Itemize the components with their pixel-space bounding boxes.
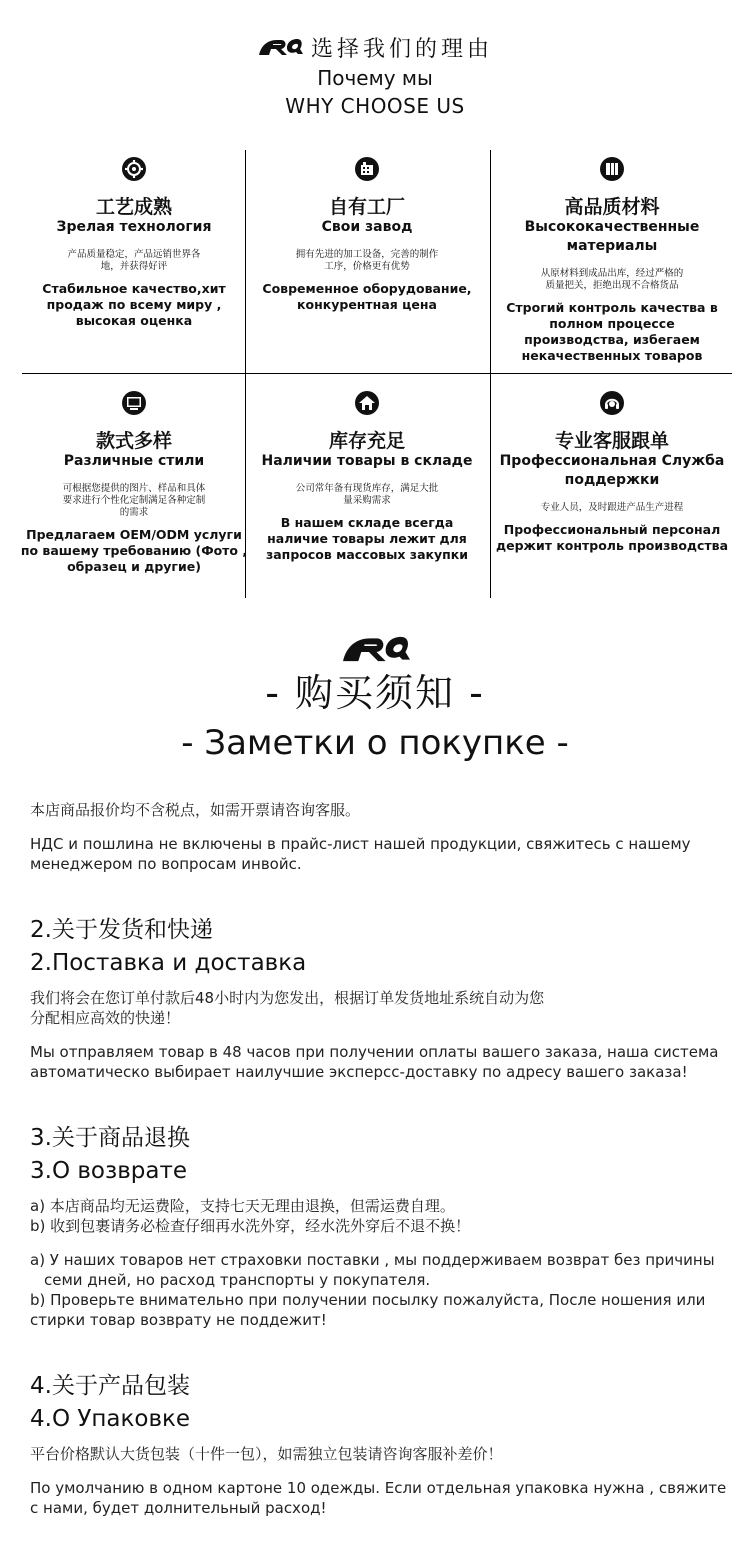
feature-cn-text: 可根据您提供的图片、样品和具体要求进行个性化定制满足各种定制的需求 <box>62 483 206 518</box>
purchase-notice-ru-title: - Заметки о покупке - <box>181 723 569 763</box>
delivery-cn-text: 我们将会在您订单付款后48小时内为您发出，根据订单发货地址系统自动为您分配相应高效的快递！ <box>30 989 545 1027</box>
feature-cn-text: 拥有先进的加工设备，完善的制作工序，价格更有优势 <box>295 249 439 272</box>
feature-cn-title: 工艺成熟 <box>95 196 172 218</box>
feature-card <box>14 390 254 575</box>
returns-ru-a: a) У наших товаров нет страховки поставки , мы поддерживаем возврат без причины <box>30 1251 715 1269</box>
purchase-notice-cn-title: - 购买须知 - <box>265 671 485 715</box>
grid-divider <box>490 150 491 598</box>
feature-cn-text: 公司常年备有现货库存，满足大批量采购需求 <box>295 483 439 506</box>
feature-card <box>14 156 254 329</box>
why-choose-us-header <box>0 30 750 118</box>
feature-cn-title: 高品质材料 <box>564 196 660 218</box>
tax-cn-text: 本店商品报价均不含税点，如需开票请咨询客服。 <box>30 801 361 819</box>
feature-ru-title: Наличии товары в складе <box>261 453 473 469</box>
purchase-notice-header <box>0 632 750 768</box>
headset-icon <box>599 390 625 416</box>
delivery-cn-heading: 2.关于发货和快递 <box>30 917 213 943</box>
feature-card <box>247 390 487 563</box>
feature-ru-text: В нашем складе всегда наличие товары лежит для запросов массовых закупки <box>265 515 469 562</box>
material-icon <box>599 156 625 182</box>
rq-logo-icon <box>340 632 410 666</box>
feature-cn-text: 从原材料到成品出库，经过严格的质量把关，拒绝出现不合格货品 <box>540 268 684 291</box>
grid-divider <box>22 373 732 374</box>
feature-card <box>247 156 487 313</box>
feature-ru-title: Зрелая технология <box>56 219 212 235</box>
header-cn-title: 选择我们的理由 <box>310 36 493 62</box>
feature-cn-title: 库存充足 <box>328 430 405 452</box>
packaging-cn-text: 平台价格默认大货包装（十件一包），如需独立包装请咨询客服补差价！ <box>30 1445 503 1463</box>
tax-ru-text: НДС и пошлина не включены в прайс-лист нашей продукции, свяжитесь с нашему менеджером по вопросам инвойс. <box>30 835 691 873</box>
feature-card <box>492 156 732 364</box>
feature-cn-text: 产品质量稳定，产品远销世界各地，并获得好评 <box>67 249 201 272</box>
warehouse-icon <box>354 390 380 416</box>
feature-ru-title: Высококачественные материалы <box>524 219 700 254</box>
returns-ru-a-cont: семи дней, но расход транспорты у покупателя. <box>44 1271 431 1289</box>
rq-logo-icon <box>257 36 303 58</box>
packaging-ru-heading: 4.О Упаковке <box>30 1406 191 1432</box>
returns-cn-a: a) 本店商品均无运费险，支持七天无理由退换，但需运费自理。 <box>30 1197 455 1215</box>
returns-ru-b: b) Проверьте внимательно при получении посылку пожалуйста, После ношения или стирки товар возврату не поддежит! <box>30 1291 706 1329</box>
feature-ru-text: Современное оборудование, конкурентная цена <box>262 281 472 312</box>
feature-ru-text: Стабильное качество,хит продаж по всему миру , высокая оценка <box>42 281 226 328</box>
delivery-ru-heading: 2.Поставка и доставка <box>30 950 307 976</box>
returns-cn-b: b) 收到包裹请务必检查仔细再水洗外穿，经水洗外穿后不退不换！ <box>30 1217 471 1235</box>
header-en-title: WHY CHOOSE US <box>285 94 465 118</box>
feature-ru-title: Профессиональная Служба поддержки <box>499 453 725 488</box>
packaging-ru-text: По умолчанию в одном картоне 10 одежды. Если отдельная упаковка нужна , свяжите с нами, будет долнительный расход! <box>30 1479 727 1517</box>
feature-ru-text: Профессиональный персонал держит контроль производства <box>496 522 729 553</box>
feature-ru-title: Свои завод <box>321 219 413 235</box>
features-grid <box>22 150 732 598</box>
feature-cn-text: 专业人员，及时跟进产品生产进程 <box>540 502 684 513</box>
purchase-notice-content <box>30 800 730 1518</box>
feature-ru-title: Различные стили <box>63 453 205 469</box>
returns-ru-heading: 3.О возврате <box>30 1158 188 1184</box>
returns-cn-heading: 3.关于商品退换 <box>30 1125 190 1151</box>
feature-ru-text: Предлагаем OEM/ODM услуги по вашему требованию (Фото , образец и другие) <box>20 527 248 574</box>
feature-cn-title: 自有工厂 <box>328 196 405 218</box>
packaging-cn-heading: 4.关于产品包装 <box>30 1373 190 1399</box>
gear-icon <box>121 156 147 182</box>
header-ru-title: Почему мы <box>317 66 433 90</box>
feature-cn-title: 专业客服跟单 <box>554 430 669 452</box>
feature-ru-text: Строгий контроль качества в полном процессе производства, избегаем некачественных товаров <box>506 300 718 363</box>
feature-card <box>492 390 732 554</box>
factory-icon <box>354 156 380 182</box>
monitor-icon <box>121 390 147 416</box>
feature-cn-title: 款式多样 <box>95 430 172 452</box>
delivery-ru-text: Мы отправляем товар в 48 часов при получении оплаты вашего заказа, наша система автоматическо выбирает наилучшие эксперсс-доставку по адресу вашего заказа! <box>30 1043 719 1081</box>
